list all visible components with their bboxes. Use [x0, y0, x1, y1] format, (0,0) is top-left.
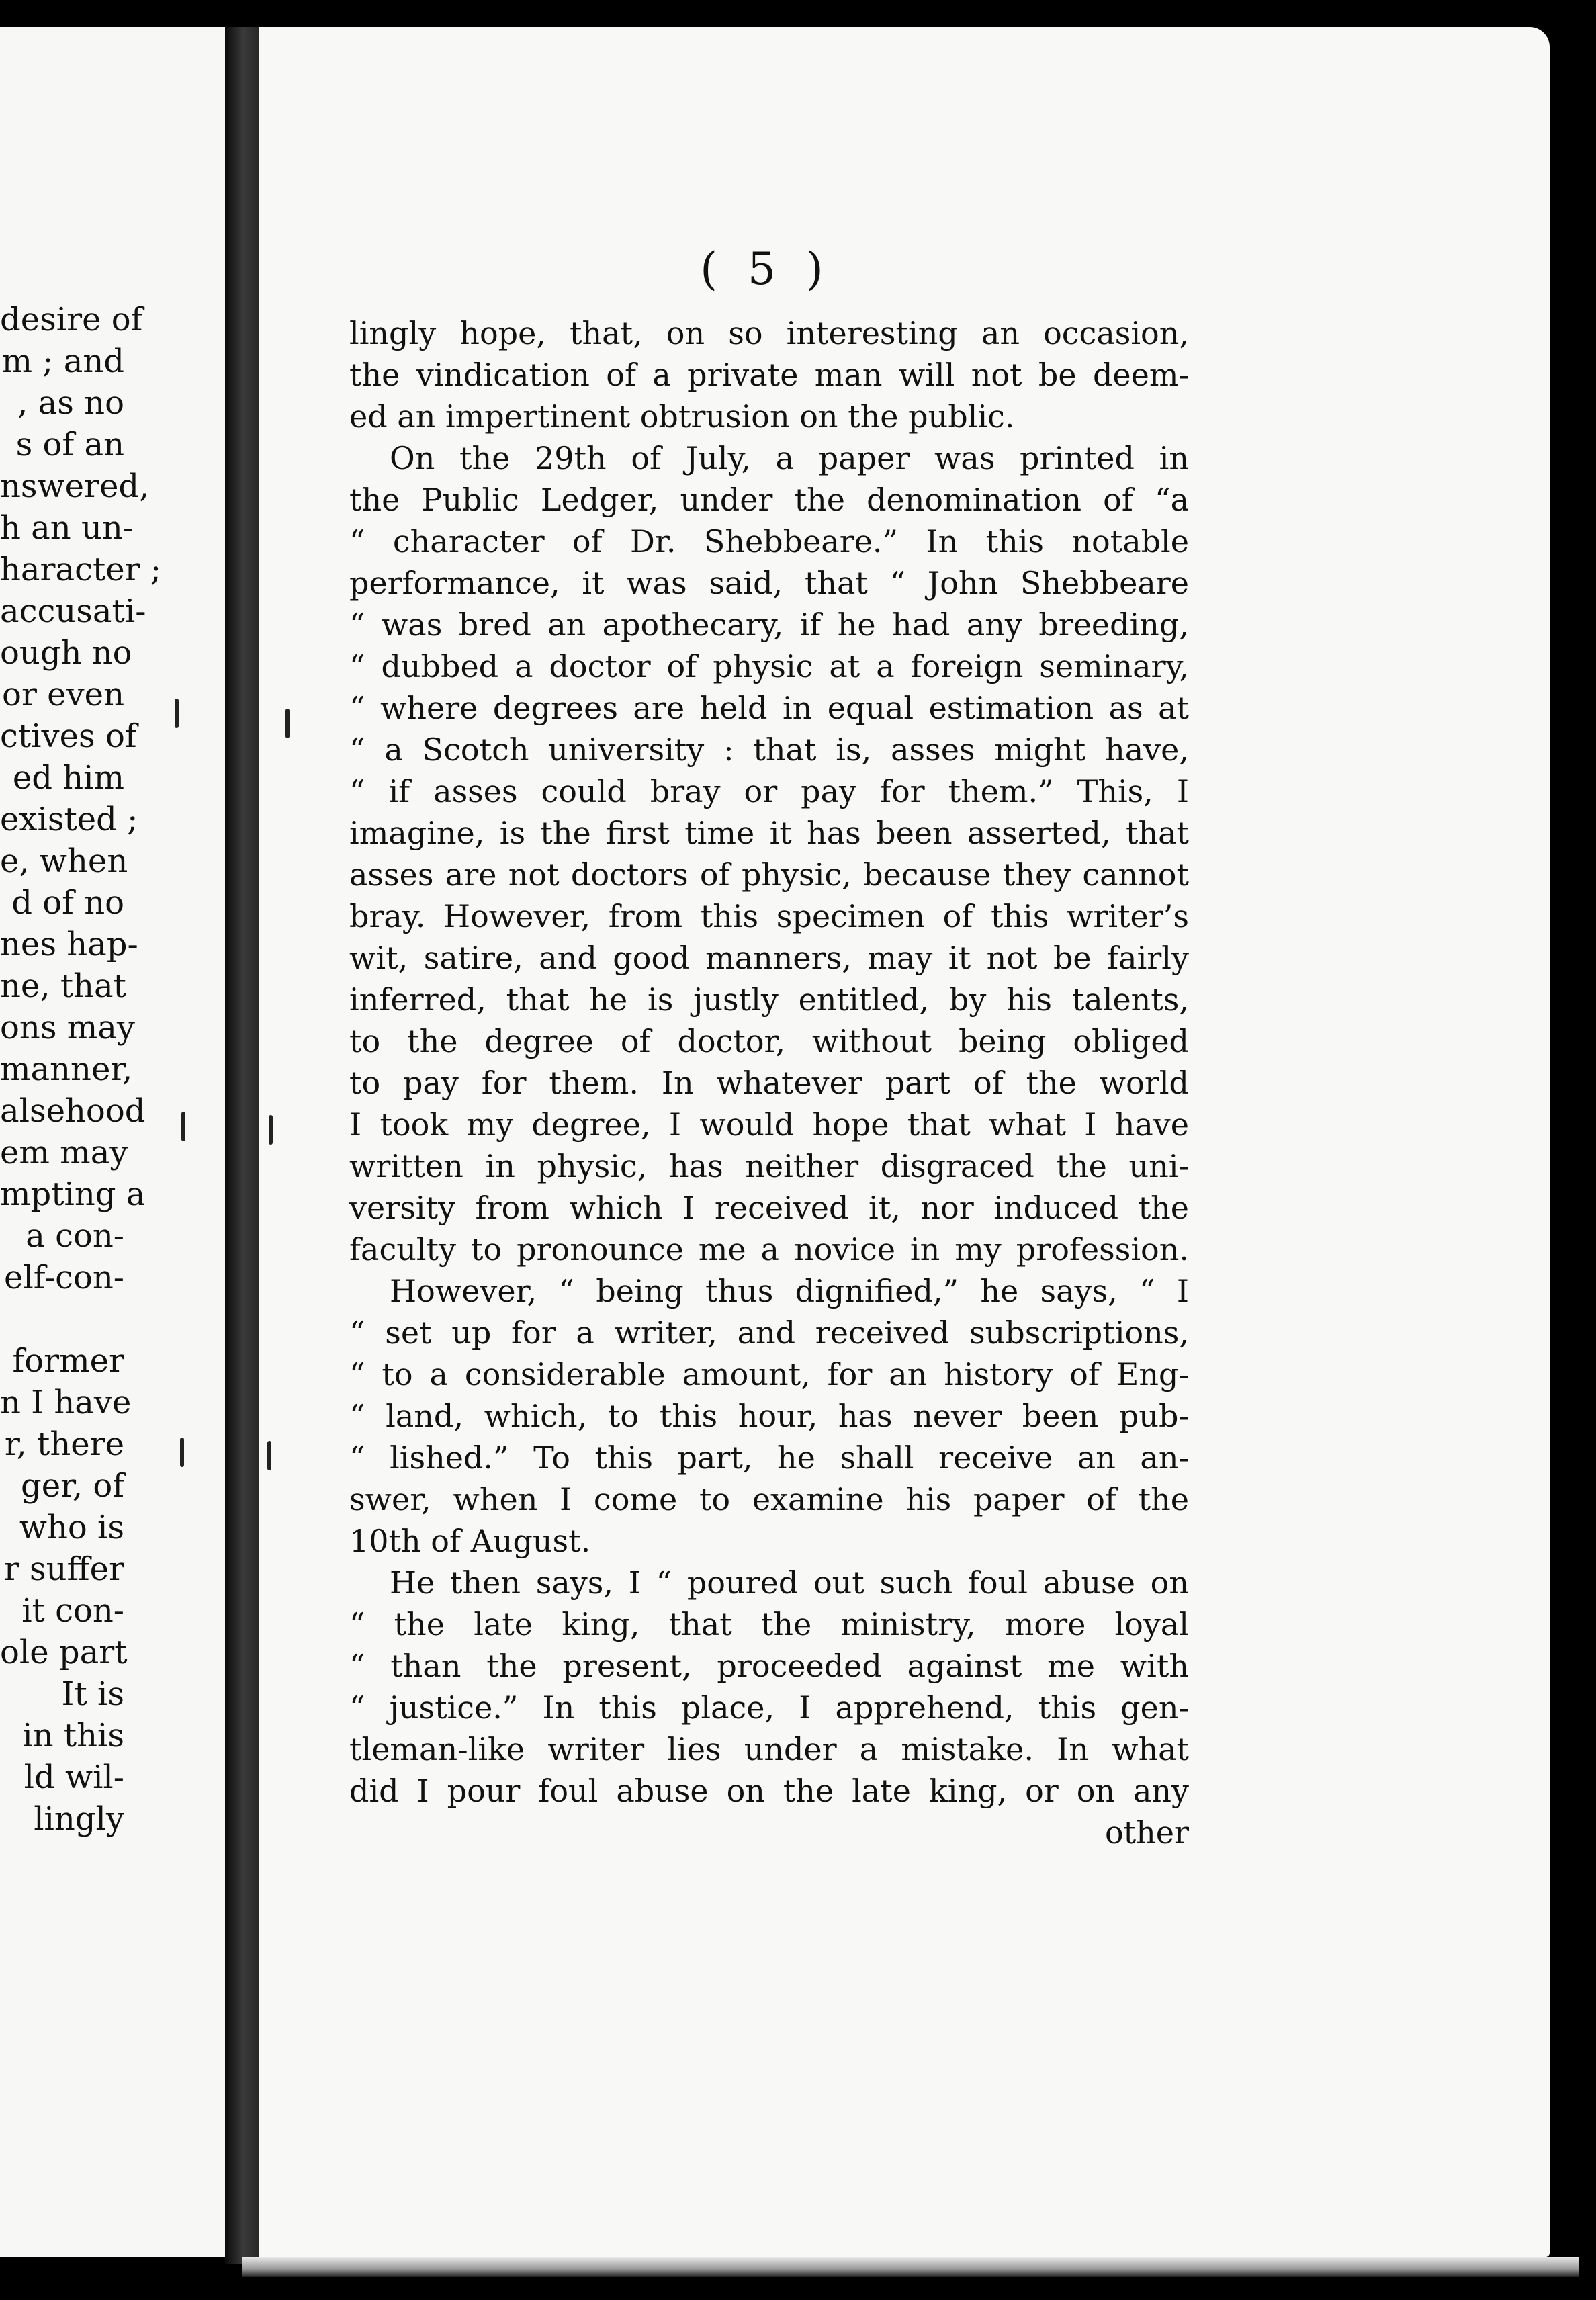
- text-line: However, “ being thus dignified,” he says, “ I: [390, 1273, 1189, 1309]
- left-page-line: ons may: [0, 1009, 135, 1047]
- left-page: [0, 27, 228, 2257]
- margin-mark: [181, 1112, 185, 1141]
- left-page-line: a con-: [26, 1217, 124, 1255]
- text-line: He then says, I “ poured out such foul abuse on: [390, 1564, 1189, 1601]
- text-line: swer, when I come to examine his paper of the: [349, 1481, 1189, 1517]
- text-line: “ where degrees are held in equal estimation as at: [349, 690, 1189, 726]
- text-line: the vindication of a private man will not be deem-: [349, 357, 1189, 393]
- text-line: versity from which I received it, nor induced the: [349, 1190, 1189, 1226]
- left-page-line: e, when: [0, 842, 128, 880]
- left-page-line: in this: [22, 1717, 124, 1755]
- text-line: asses are not doctors of physic, because they cannot: [349, 856, 1189, 893]
- left-page-line: [0, 1298, 225, 1340]
- text-line: “ dubbed a doctor of physic at a foreign seminary,: [349, 648, 1189, 684]
- left-page-line: or even: [2, 676, 124, 713]
- margin-mark: [269, 1115, 273, 1145]
- left-page-line: n I have: [0, 1384, 132, 1421]
- margin-mark: [175, 699, 179, 728]
- text-line: inferred, that he is justly entitled, by his talents,: [349, 981, 1189, 1018]
- left-page-line: accusati-: [0, 592, 146, 630]
- left-page-line: ger, of: [21, 1467, 124, 1505]
- text-line: written in physic, has neither disgraced the uni-: [349, 1148, 1189, 1184]
- left-page-line: It is: [61, 1675, 124, 1713]
- text-line: ed an impertinent obtrusion on the public.: [349, 398, 1015, 435]
- left-page-line: h an un-: [0, 509, 134, 547]
- left-page-line: r, there: [4, 1425, 124, 1463]
- margin-mark: [267, 1441, 271, 1470]
- left-page-line: nswered,: [0, 468, 150, 505]
- left-page-line: mpting a: [0, 1176, 146, 1213]
- left-page-line: , as no: [17, 384, 124, 422]
- margin-mark: [285, 709, 290, 738]
- text-line: faculty to pronounce me a novice in my profession.: [349, 1231, 1189, 1268]
- page-number: ( 5 ): [700, 243, 832, 295]
- left-page-line: r suffer: [3, 1550, 124, 1588]
- left-page-line: alsehood: [0, 1092, 146, 1130]
- left-page-line: former: [12, 1342, 124, 1380]
- text-line: performance, it was said, that “ John Shebbeare: [349, 565, 1189, 601]
- left-page-line: ctives of: [0, 717, 137, 755]
- page-bottom-edge: [242, 2257, 1579, 2277]
- text-line: “ was bred an apothecary, if he had any breeding,: [349, 607, 1189, 643]
- left-page-line: lingly: [34, 1800, 124, 1838]
- text-line: to pay for them. In whatever part of the world: [349, 1065, 1189, 1101]
- left-page-line: it con-: [21, 1592, 124, 1630]
- text-line: “ character of Dr. Shebbeare.” In this notable: [349, 523, 1189, 560]
- left-page-line: manner,: [0, 1051, 133, 1088]
- text-line: “ lished.” To this part, he shall receive an an-: [349, 1440, 1189, 1476]
- left-page-text: [0, 299, 225, 1840]
- left-page-line: ne, that: [0, 967, 126, 1005]
- left-page-line: haracter ;: [0, 551, 162, 588]
- text-line: “ the late king, that the ministry, more loyal: [349, 1606, 1189, 1642]
- text-line: wit, satire, and good manners, may it not be fairly: [349, 940, 1189, 976]
- text-line: the Public Ledger, under the denomination of “a: [349, 482, 1189, 518]
- text-line: On the 29th of July, a paper was printed in: [390, 440, 1189, 476]
- left-page-line: elf-con-: [4, 1259, 124, 1296]
- text-line: lingly hope, that, on so interesting an occasion,: [349, 315, 1189, 351]
- text-line: did I pour foul abuse on the late king, or on any: [349, 1773, 1189, 1809]
- text-line: 10th of August.: [349, 1523, 591, 1559]
- text-line: other: [1104, 1814, 1189, 1851]
- text-line: I took my degree, I would hope that what I have: [349, 1106, 1189, 1143]
- text-line: “ to a considerable amount, for an history of Eng-: [349, 1356, 1189, 1392]
- left-page-line: m ; and: [1, 343, 124, 380]
- left-page-line: ld wil-: [24, 1759, 124, 1796]
- left-page-line: s of an: [15, 426, 124, 463]
- text-line: “ set up for a writer, and received subscriptions,: [349, 1315, 1189, 1351]
- margin-mark: [180, 1438, 184, 1467]
- left-page-line: d of no: [11, 884, 124, 922]
- left-page-line: nes hap-: [0, 926, 138, 963]
- left-page-line: existed ;: [0, 801, 138, 838]
- left-page-line: who is: [19, 1509, 124, 1546]
- left-page-line: desire of: [0, 301, 143, 339]
- text-line: “ land, which, to this hour, has never been pub-: [349, 1398, 1189, 1434]
- text-line: “ justice.” In this place, I apprehend, this gen-: [349, 1689, 1189, 1726]
- text-line: “ if asses could bray or pay for them.” This, I: [349, 773, 1189, 809]
- text-line: tleman-like writer lies under a mistake. In what: [349, 1731, 1189, 1767]
- text-line: bray. However, from this specimen of this writer’s: [349, 898, 1189, 934]
- page-body-text: [349, 312, 1189, 1853]
- text-line: “ than the present, proceeded against me with: [349, 1648, 1189, 1684]
- left-page-line: ed him: [12, 759, 124, 797]
- left-page-line: ough no: [0, 634, 132, 672]
- text-line: imagine, is the first time it has been asserted, that: [349, 815, 1189, 851]
- left-page-line: em may: [0, 1134, 128, 1171]
- text-line: “ a Scotch university : that is, asses might have,: [349, 732, 1189, 768]
- left-page-line: ole part: [0, 1634, 128, 1671]
- text-line: to the degree of doctor, without being obliged: [349, 1023, 1189, 1059]
